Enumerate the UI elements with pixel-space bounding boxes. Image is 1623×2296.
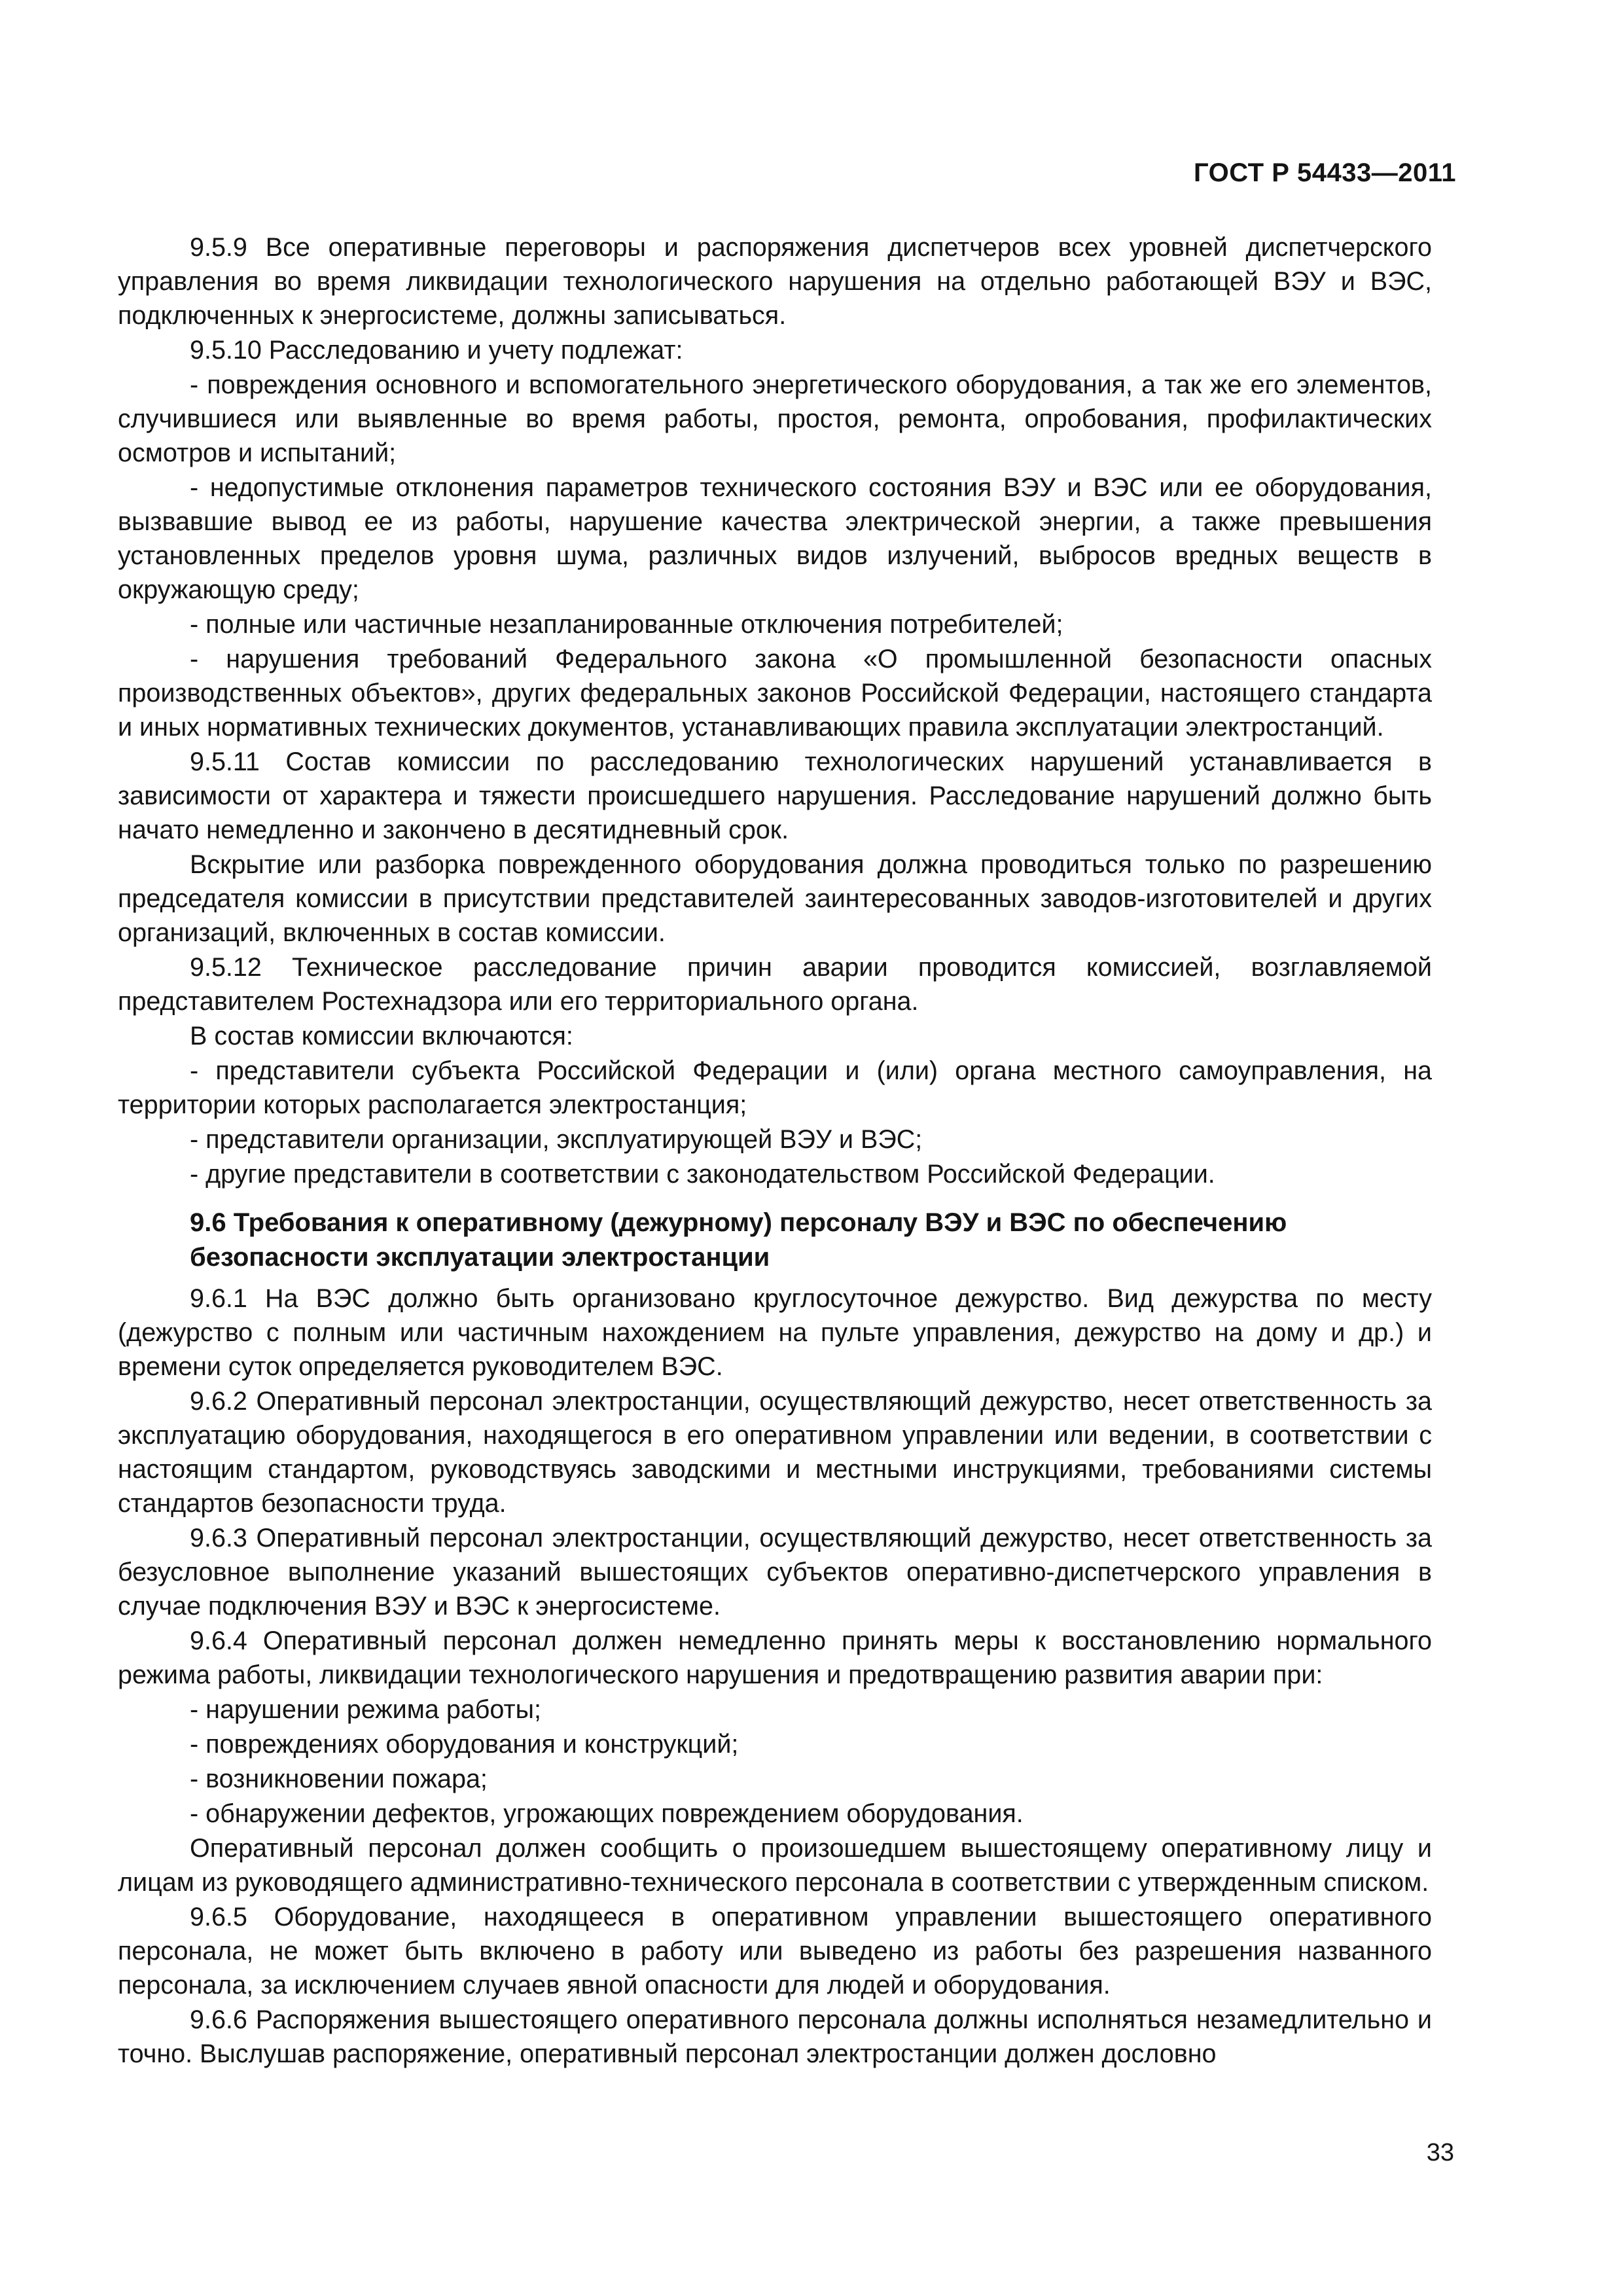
paragraph-9-6-3: 9.6.3 Оперативный персонал электростанции, осуществляющий дежурство, несет ответственность за безусловное выполнение указаний вышестоящих субъектов оперативно-диспетчерского управления в случае подключения ВЭУ и ВЭС к энергосистеме. [118, 1524, 1432, 1621]
list-item: - нарушения требований Федерального закона «О промышленной безопасности опасных производственных объектов», других федеральных законов Российской Федерации, настоящего стандарта и иных нормативных технических документов, устанавливающих правила эксплуатации электростанций. [118, 645, 1432, 742]
list-item: - представители организации, эксплуатирующей ВЭУ и ВЭС; [190, 1125, 923, 1154]
list-item: - нарушении режима работы; [190, 1695, 541, 1724]
list-item: - обнаружении дефектов, угрожающих повреждением оборудования. [190, 1799, 1024, 1828]
paragraph-9-5-11: 9.5.11 Состав комиссии по расследованию технологических нарушений устанавливается в зависимости от характера и тяжести происшедшего нарушения. Расследование нарушений должно быть начато немедленно и закончено в десятидневный срок. [118, 747, 1432, 844]
list-item: - возникновении пожара; [190, 1765, 488, 1793]
paragraph-9-6-2: 9.6.2 Оперативный персонал электростанции, осуществляющий дежурство, несет ответственность за эксплуатацию оборудования, находящегося в его оперативном управлении или ведении, в соответствии с настоящим стандартом, руководствуясь заводскими и местными инструкциями, требованиями системы стандартов безопасности труда. [118, 1387, 1432, 1518]
paragraph-9-6-6: 9.6.6 Распоряжения вышестоящего оперативного персонала должны исполняться незамедлительно и точно. Выслушав распоряжение, оперативный персонал электростанции должен дословно [118, 2005, 1432, 2068]
paragraph-9-5-9: 9.5.9 Все оперативные переговоры и распоряжения диспетчеров всех уровней диспетчерского управления во время ликвидации технологического нарушения на отдельно работающей ВЭУ и ВЭС, подключенных к энергосистеме, должны записываться. [118, 233, 1432, 330]
paragraph-9-6-4: 9.6.4 Оперативный персонал должен немедленно принять меры к восстановлению нормального режима работы, ликвидации технологического нарушения и предотвращению развития аварии при: [118, 1626, 1432, 1689]
list-item: - повреждениях оборудования и конструкций; [190, 1730, 739, 1759]
document-body [118, 230, 1432, 2072]
list-item: - полные или частичные незапланированные отключения потребителей; [190, 610, 1063, 639]
document-code-header: ГОСТ Р 54433—2011 [1194, 158, 1456, 187]
paragraph-9-5-12: 9.5.12 Техническое расследование причин аварии проводится комиссией, возглавляемой представителем Ростехнадзора или его территориального органа. [118, 953, 1432, 1016]
paragraph-text: Вскрытие или разборка поврежденного оборудования должна проводиться только по разрешению председателя комиссии в присутствии представителей заинтересованных заводов-изготовителей и других организаций, включенных в состав комиссии. [118, 850, 1432, 947]
list-item: - недопустимые отклонения параметров технического состояния ВЭУ и ВЭС или ее оборудования, вызвавшие вывод ее из работы, нарушение качества электрической энергии, а также превышения установленных пределов уровня шума, различных видов излучений, выбросов вредных веществ в окружающую среду; [118, 473, 1432, 604]
section-heading-9-6: 9.6 Требования к оперативному (дежурному) персоналу ВЭУ и ВЭС по обеспечению безопасности эксплуатации электростанции [190, 1208, 1287, 1272]
paragraph-text: Оперативный персонал должен сообщить о произошедшем вышестоящему оперативному лицу и лицам из руководящего административно-технического персонала в соответствии с утвержденным списком. [118, 1834, 1432, 1897]
paragraph-9-5-10: 9.5.10 Расследованию и учету подлежат: [190, 336, 683, 365]
list-item: - повреждения основного и вспомогательного энергетического оборудования, а так же его элементов, случившиеся или выявленные во время работы, простоя, ремонта, опробования, профилактических осмотров и испытаний; [118, 370, 1432, 467]
page-number: 33 [1426, 2139, 1454, 2166]
paragraph-text: В состав комиссии включаются: [190, 1022, 573, 1050]
list-item: - представители субъекта Российской Федерации и (или) органа местного самоуправления, на территории которых располагается электростанция; [118, 1056, 1432, 1119]
paragraph-9-6-5: 9.6.5 Оборудование, находящееся в оперативном управлении вышестоящего оперативного персонала, не может быть включено в работу или выведено из работы без разрешения названного персонала, за исключением случаев явной опасности для людей и оборудования. [118, 1903, 1432, 2000]
paragraph-9-6-1: 9.6.1 На ВЭС должно быть организовано круглосуточное дежурство. Вид дежурства по месту (дежурство с полным или частичным нахождением на пульте управления, дежурство на дому и др.) и времени суток определяется руководителем ВЭС. [118, 1284, 1432, 1381]
list-item: - другие представители в соответствии с законодательством Российской Федерации. [190, 1160, 1215, 1189]
